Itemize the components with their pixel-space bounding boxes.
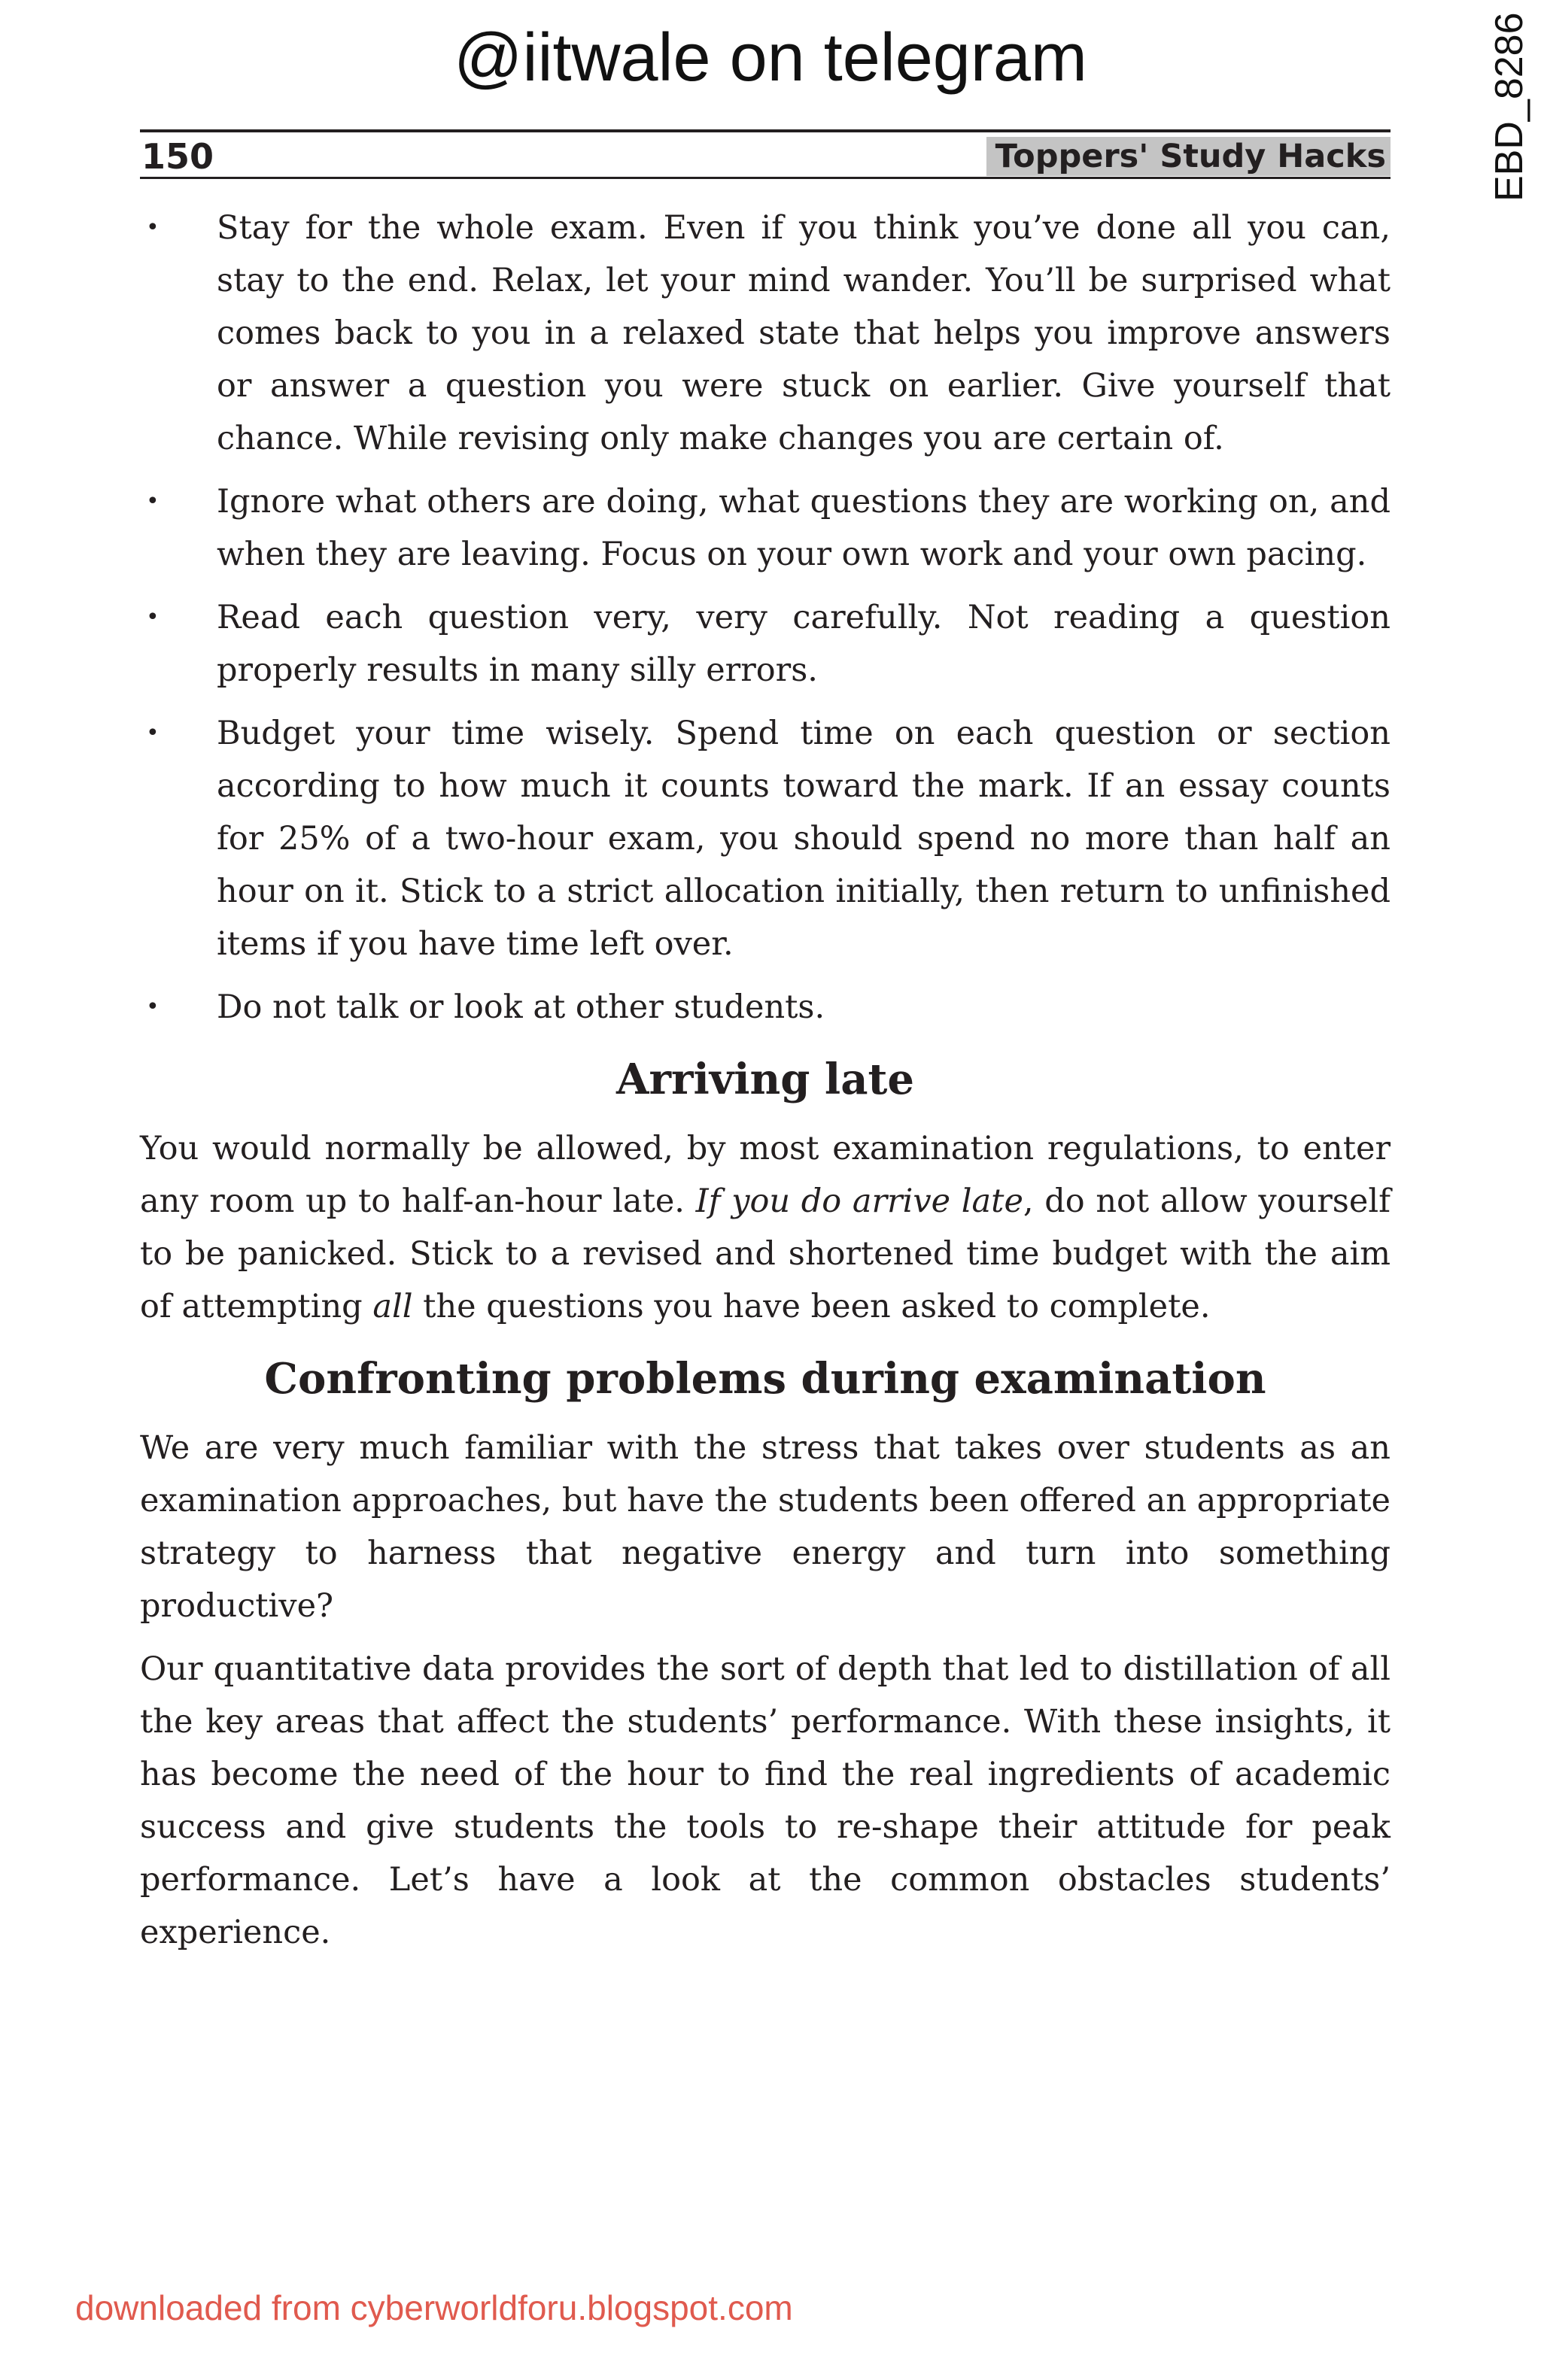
arriving-text-3: the questions you have been asked to complete. [412, 1288, 1211, 1325]
bullet-icon: • [146, 994, 160, 1020]
bullet-icon: • [146, 604, 160, 630]
list-item [140, 981, 1391, 1034]
arriving-italic-2: all [372, 1288, 413, 1325]
bullet-icon: • [146, 488, 160, 515]
arriving-text-1: You would normally be allowed, by most examination regulations, to enter any room up to half-an-hour late. [140, 1130, 1391, 1220]
list-item-text: Stay for the whole exam. Even if you think you’ve done all you can, stay to the end. Relax, let your mind wander. You’ll be surprised what comes back to you in a relaxed state that helps you improve answers or answer a question you were stuck on earlier. Give yourself that chance. While revising only make changes you are certain of. [217, 209, 1391, 457]
arriving-late-heading: Arriving late [616, 1055, 914, 1104]
side-book-code: EBD_8286 [1488, 12, 1531, 202]
list-item [140, 591, 1391, 697]
confronting-problems-heading: Confronting problems during examination [264, 1354, 1266, 1404]
arriving-text-2: , do not allow yourself to be panicked. Stick to a revised and shortened time budget with the aim of attempting [140, 1182, 1391, 1325]
list-item-text: Ignore what others are doing, what questions they are working on, and when they are leaving. Focus on your own work and your own pacing. [217, 483, 1391, 573]
list-item-text: Read each question very, very carefully. Not reading a question properly results in many silly errors. [217, 599, 1391, 689]
arriving-italic-1: If you do arrive late [695, 1182, 1023, 1220]
telegram-watermark: @iitwale on telegram [454, 20, 1087, 96]
bullet-icon: • [146, 720, 160, 746]
list-item [140, 202, 1391, 465]
confronting-paragraph-2: Our quantitative data provides the sort of depth that led to distillation of all the key areas that affect the students’ performance. With these insights, it has become the need of the hour to find the real ingredients of academic success and give students the tools to re-shape their attitude for peak performance. Let’s have a look at the common obstacles students’ experience. [140, 1650, 1391, 1951]
list-item-text: Do not talk or look at other students. [217, 988, 825, 1026]
list-item-text: Budget your time wisely. Spend time on each question or section according to how much it counts toward the mark. If an essay counts for 25% of a two-hour exam, you should spend no more than half an hour on it. Stick to a strict allocation initially, then return to unfinished items if you have time left over. [217, 715, 1391, 963]
tips-list [140, 202, 1391, 1034]
blog-watermark: downloaded from cyberworldforu.blogspot.com [75, 2288, 793, 2327]
list-item [140, 707, 1391, 970]
page-content [140, 202, 1391, 1969]
arriving-late-paragraph [140, 1122, 1391, 1333]
confronting-paragraph-1: We are very much familiar with the stress that takes over students as an examination approaches, but have the students been offered an appropriate strategy to harness that negative energy and turn into something productive? [140, 1429, 1391, 1625]
page-number: 150 [141, 136, 214, 177]
bullet-icon: • [146, 214, 160, 241]
list-item [140, 475, 1391, 581]
book-title: Toppers' Study Hacks [986, 137, 1391, 176]
running-header [140, 129, 1391, 179]
